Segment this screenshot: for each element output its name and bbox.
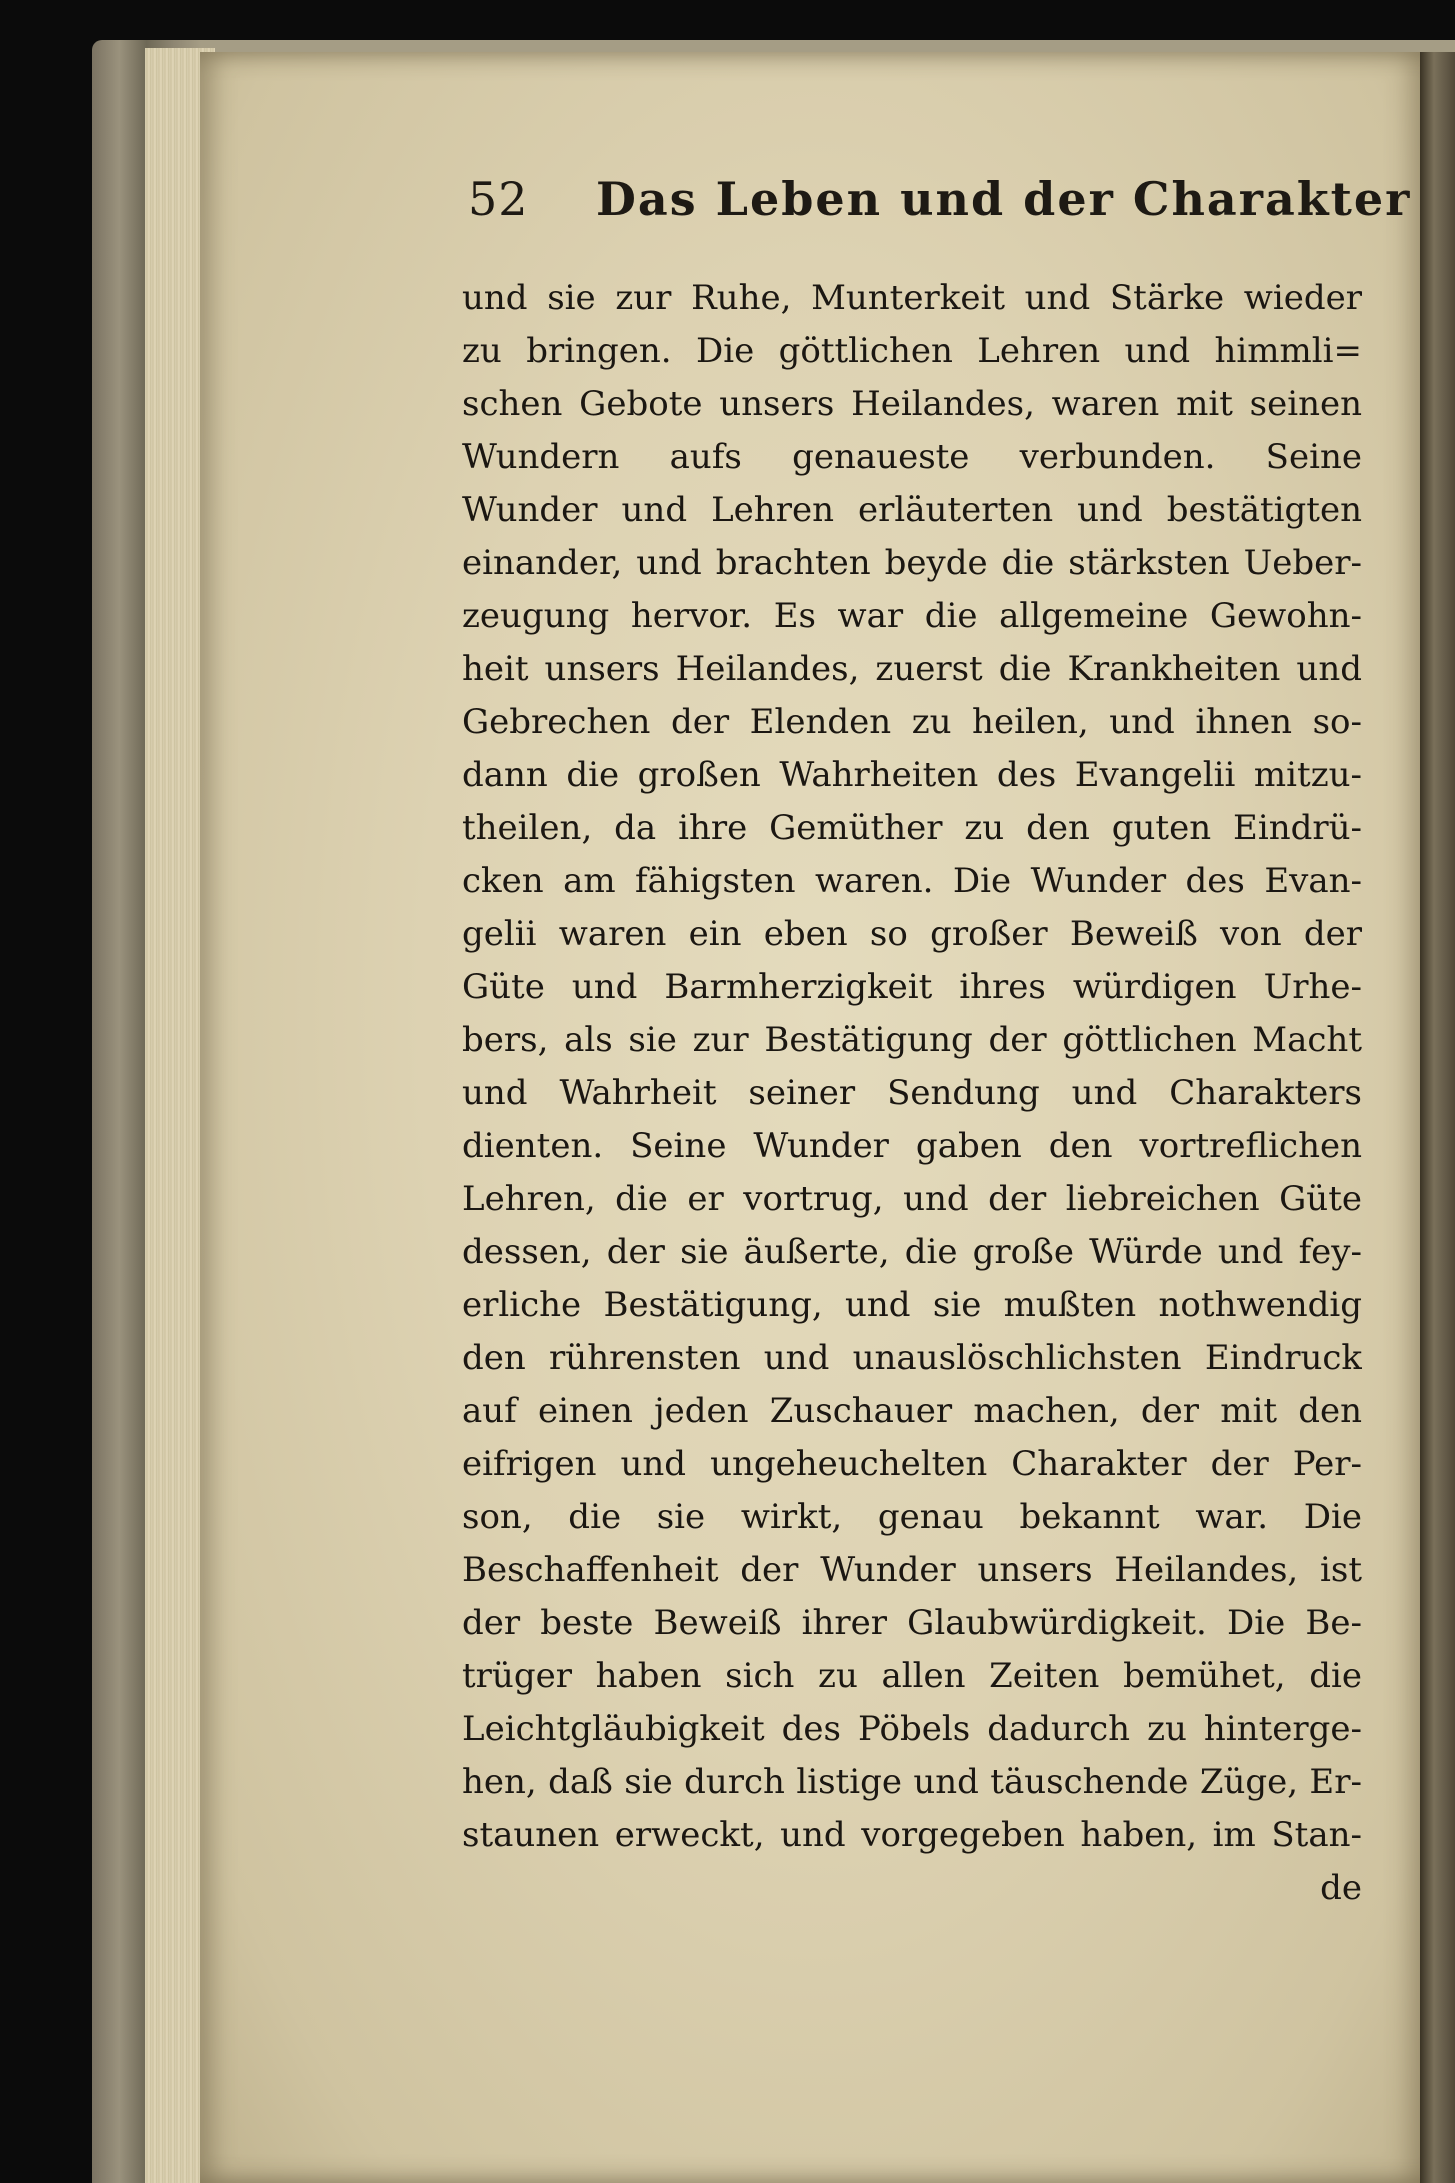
text-line: Beschaffenheit der Wunder unsers Heilandes, ist — [462, 1550, 1362, 1590]
text-line: den rührensten und unauslöschlichsten Eindruck — [462, 1338, 1362, 1378]
text-line: cken am fähigsten waren. Die Wunder des Evan- — [462, 861, 1362, 901]
text-line: Lehren, die er vortrug, und der liebreichen Güte — [462, 1179, 1362, 1219]
running-title: Das Leben und der Charakter — [596, 172, 1412, 226]
text-line: Leichtgläubigkeit des Pöbels dadurch zu hinterge- — [462, 1709, 1362, 1749]
body-text — [462, 272, 1362, 1915]
text-line: zeugung hervor. Es war die allgemeine Gewohn- — [462, 596, 1362, 636]
text-line: der beste Beweiß ihrer Glaubwürdigkeit. Die Be- — [462, 1603, 1362, 1643]
text-line: son, die sie wirkt, genau bekannt war. Die — [462, 1497, 1362, 1537]
text-line: dienten. Seine Wunder gaben den vortreflichen — [462, 1126, 1362, 1166]
catchword: de — [1320, 1868, 1362, 1908]
text-line: eifrigen und ungeheuchelten Charakter der Per- — [462, 1444, 1362, 1484]
text-line: Wundern aufs genaueste verbunden. Seine — [462, 437, 1362, 477]
text-line: theilen, da ihre Gemüther zu den guten Eindrü- — [462, 808, 1362, 848]
text-line: Wunder und Lehren erläuterten und bestätigten — [462, 490, 1362, 530]
text-line: schen Gebote unsers Heilandes, waren mit seinen — [462, 384, 1362, 424]
text-line: und Wahrheit seiner Sendung und Charakters — [462, 1073, 1362, 1113]
text-line: hen, daß sie durch listige und täuschende Züge, Er- — [462, 1762, 1362, 1802]
book-gutter — [1420, 52, 1455, 2183]
text-line: und sie zur Ruhe, Munterkeit und Stärke wieder — [462, 278, 1362, 318]
text-line: einander, und brachten beyde die stärksten Ueber- — [462, 543, 1362, 583]
text-line: zu bringen. Die göttlichen Lehren und himmli= — [462, 331, 1362, 371]
text-line: erliche Bestätigung, und sie mußten nothwendig — [462, 1285, 1362, 1325]
text-line: bers, als sie zur Bestätigung der göttlichen Macht — [462, 1020, 1362, 1060]
text-line: heit unsers Heilandes, zuerst die Krankheiten und — [462, 649, 1362, 689]
text-line: auf einen jeden Zuschauer machen, der mit den — [462, 1391, 1362, 1431]
text-line: staunen erweckt, und vorgegeben haben, im Stan- — [462, 1815, 1362, 1855]
text-line: dessen, der sie äußerte, die große Würde und fey- — [462, 1232, 1362, 1272]
text-line: Gebrechen der Elenden zu heilen, und ihnen so- — [462, 702, 1362, 742]
page-number: 52 — [468, 172, 529, 226]
text-line: Güte und Barmherzigkeit ihres würdigen Urhe- — [462, 967, 1362, 1007]
text-line: trüger haben sich zu allen Zeiten bemühet, die — [462, 1656, 1362, 1696]
text-line: gelii waren ein eben so großer Beweiß von der — [462, 914, 1362, 954]
text-line: dann die großen Wahrheiten des Evangelii mitzu- — [462, 755, 1362, 795]
